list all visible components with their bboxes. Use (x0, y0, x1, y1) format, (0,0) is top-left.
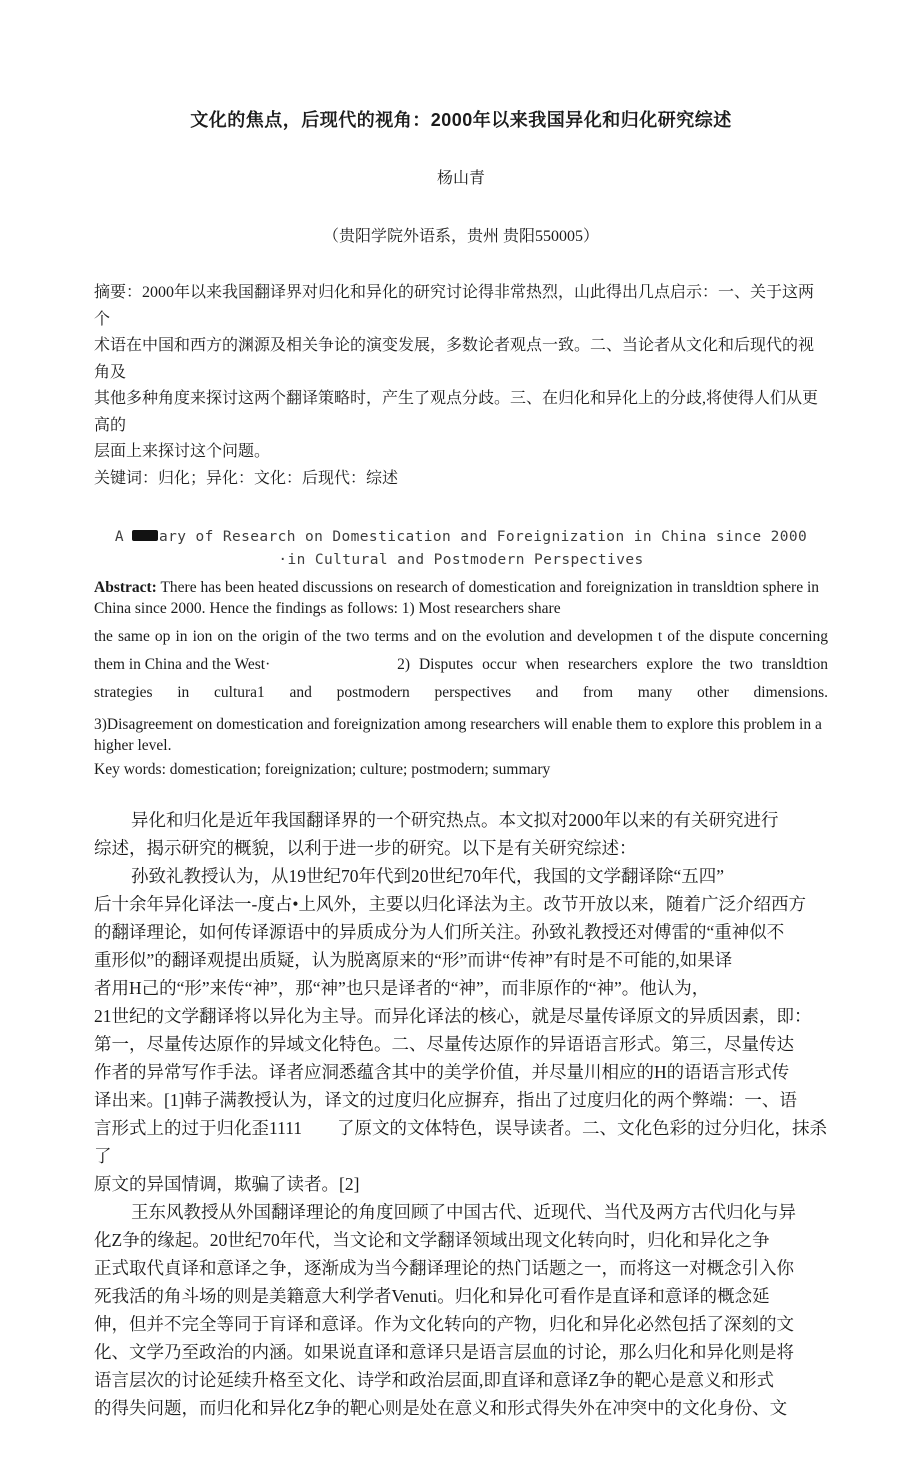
body-line: 化、文学乃至政治的内涵。如果说直译和意译只是语言层血的讨论，那么归化和异化则是将 (94, 1342, 794, 1362)
body-line: 化Z争的缘起。20世纪70年代，当文论和文学翻译领域出现文化转向时，归化和异化之争 (94, 1230, 770, 1250)
title-en-line1 (94, 526, 828, 549)
author-name: 杨山青 (436, 170, 485, 187)
body-line: 重形似”的翻译观提出质疑，认为脱离原来的“形”而讲“传神”有时是不可能的,如果译 (94, 950, 733, 970)
body-line: 译出来。[1]韩子满教授认为，译文的过度归化应摒弃，指出了过度归化的两个弊端：一、语 (94, 1090, 797, 1110)
body-line: 综述，揭示研究的概貌，以利于进一步的研究。以下是有关研究综述： (94, 838, 637, 858)
body-line: 孙致礼教授认为，从19世纪70年代到20世纪70年代，我国的文学翻译除“五四” (131, 866, 725, 886)
body-line: 21世纪的文学翻译将以异化为主导。而异化译法的核心，就是尽量传译原文的异质因素，即： (94, 1006, 812, 1026)
title-en-line2: ·in Cultural and Postmodern Perspectives (278, 552, 644, 568)
keywords-en: Key words: domestication; foreignization; culture; postmodern; summary (94, 761, 551, 778)
body-line: 言形式上的过于归化歪1111 了原文的文体特色，误导读者。二、文化色彩的过分归化，抹杀了 (94, 1118, 828, 1166)
body-line: 异化和归化是近年我国翻译界的一个研究热点。本文拟对2000年以来的有关研究进行 (131, 810, 779, 830)
abstract-zh-line: 其他多种角度来探讨这两个翻译策略时，产生了观点分歧。三、在归化和异化上的分歧,将使得人们从更高的 (94, 390, 819, 434)
abstract-en-para1-text: There has been heated discussions on research of domestication and foreignization in transldtion sphere in China since 2000. Hence the findings as follows: 1) Most researchers share (94, 579, 819, 617)
abstract-en-block (94, 577, 828, 780)
abstract-en-line3-right: 2) Disputes occur when researchers explore the two transldtion (397, 656, 828, 673)
affiliation: （贵阳学院外语系，贵州 贵阳550005） (322, 228, 599, 245)
abstract-en-para3: 3)Disagreement on domestication and foreignization among researchers will enable them to explore this problem in a higher level. (94, 716, 822, 754)
body-line: 死我活的角斗场的则是美籍意大利学者Venuti。归化和异化可看作是直译和意译的概念延 (94, 1286, 770, 1306)
abstract-en-label: Abstract: (94, 579, 157, 596)
body-line: 王东风教授从外国翻译理论的角度回顾了中国古代、近现代、当代及两方古代归化与异 (131, 1202, 796, 1222)
body-line: 后十余年异化译法一-度占•上风外，主要以归化译法为主。改节开放以来，随着广泛介绍西方 (94, 894, 806, 914)
body-line: 正式取代貞译和意译之争，逐渐成为当今翻译理论的热门话题之一，而将这一对概念引入你 (94, 1258, 794, 1278)
title-en-prefix: A (114, 529, 124, 545)
document-canvas (0, 108, 920, 1469)
abstract-en-line3 (94, 654, 828, 675)
abstract-en-line4: strategies in cultura1 and postmodern perspectives and from many other dimensions. (94, 684, 828, 701)
abstract-en-line3-left: them in China and the West· (94, 656, 271, 673)
abstract-en-line2: the same op in ion on the origin of the two terms and on the evolution and developmen t of the dispute concerning (94, 628, 828, 645)
paper-title-en (94, 526, 828, 572)
body-line: 语言层次的讨论延续升格至文化、诗学和政治层面,即直译和意译Z争的靶心是意义和形式 (94, 1370, 775, 1390)
abstract-zh-line: 术语在中国和西方的渊源及相关争论的演变发展，多数论者观点一致。二、当论者从文化和后现代的视角及 (94, 337, 815, 381)
scan-smudge-artifact (132, 530, 158, 541)
keywords-zh: 关键词：归化；异化：文化：后现代：综述 (94, 469, 399, 487)
body-line: 作者的异常写作手法。译者应洞悉蕴含其中的美学价值，并尽量川相应的H的语语言形式传 (94, 1062, 790, 1082)
body-text-block (94, 806, 828, 1422)
paper-title-zh: 文化的焦点，后现代的视角：2000年以来我国异化和归化研究综述 (190, 110, 732, 130)
abstract-zh-block (94, 280, 828, 492)
abstract-zh-line: 摘要：2000年以来我国翻译界对归化和异化的研究讨论得非常热烈，山此得出几点启示：一、关于这两个 (94, 284, 815, 328)
document-page (0, 108, 920, 1422)
body-line: 的翻译理论，如何传译源语中的异质成分为人们所关注。孙致礼教授还对傅雷的“重神似不 (94, 922, 785, 942)
title-en-rest: ary of Research on Domestication and Foreignization in China since 2000 (158, 529, 808, 545)
body-line: 伸，但并不完全等同于肓译和意译。作为文化转向的产物，归化和异化必然包括了深刻的文 (94, 1314, 794, 1334)
body-line: 者用H己的“形”来传“神”，那“神”也只是译者的“神”，而非原作的“神”。他认为， (94, 978, 710, 998)
body-line: 第一，尽量传达原作的异域文化特色。二、尽量传达原作的异语语言形式。第三，尽量传达 (94, 1034, 794, 1054)
body-line: 的得失问题，而归化和异化Z争的靶心则是处在意义和形式得失外在冲突中的文化身份、文 (94, 1398, 788, 1418)
body-line: 原文的异国情调，欺骗了读者。[2] (94, 1174, 360, 1194)
abstract-zh-line: 层面上来探讨这个问题。 (94, 443, 271, 460)
abstract-en-para1 (94, 577, 828, 619)
